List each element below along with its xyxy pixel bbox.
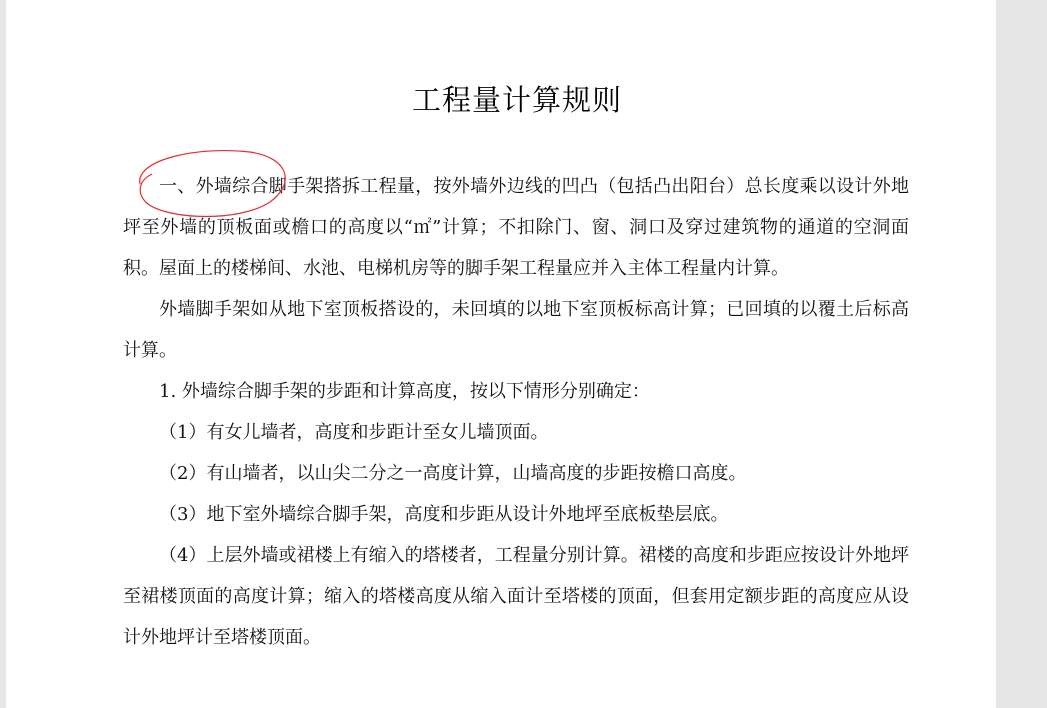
right-pane xyxy=(996,0,1047,708)
paragraph-3: 1. 外墙综合脚手架的步距和计算高度，按以下情形分别确定： xyxy=(159,381,650,402)
paragraph-2: 外墙脚手架如从地下室顶板搭设的，未回填的以地下室顶板标高计算；已回填的以覆土后标高计算。 xyxy=(123,299,909,361)
paragraph-5: （2）有山墙者，以山尖二分之一高度计算，山墙高度的步距按檐口高度。 xyxy=(159,463,747,484)
paragraph-1: 一、外墙综合脚手架搭拆工程量，按外墙外边线的凹凸（包括凸出阳台）总长度乘以设计外地坪至外墙的顶板面或檐口的高度以“㎡”计算；不扣除门、窗、洞口及穿过建筑物的通道的空洞面积。屋面上的楼梯间、水池、电梯机房等的脚手架工程量应并入主体工程量内计算。 xyxy=(123,176,909,279)
document-body xyxy=(123,166,909,658)
paragraph-7: （4）上层外墙或裙楼上有缩入的塔楼者，工程量分别计算。裙楼的高度和步距应按设计外地坪至裙楼顶面的高度计算；缩入的塔楼高度从缩入面计至塔楼的顶面，但套用定额步距的高度应从设计外地坪计至塔楼顶面。 xyxy=(123,545,909,648)
document-title: 工程量计算规则 xyxy=(411,83,622,117)
paragraph-6: （3）地下室外墙综合脚手架，高度和步距从设计外地坪至底板垫层底。 xyxy=(159,504,729,525)
paragraph-4: （1）有女儿墙者，高度和步距计至女儿墙顶面。 xyxy=(159,422,549,443)
